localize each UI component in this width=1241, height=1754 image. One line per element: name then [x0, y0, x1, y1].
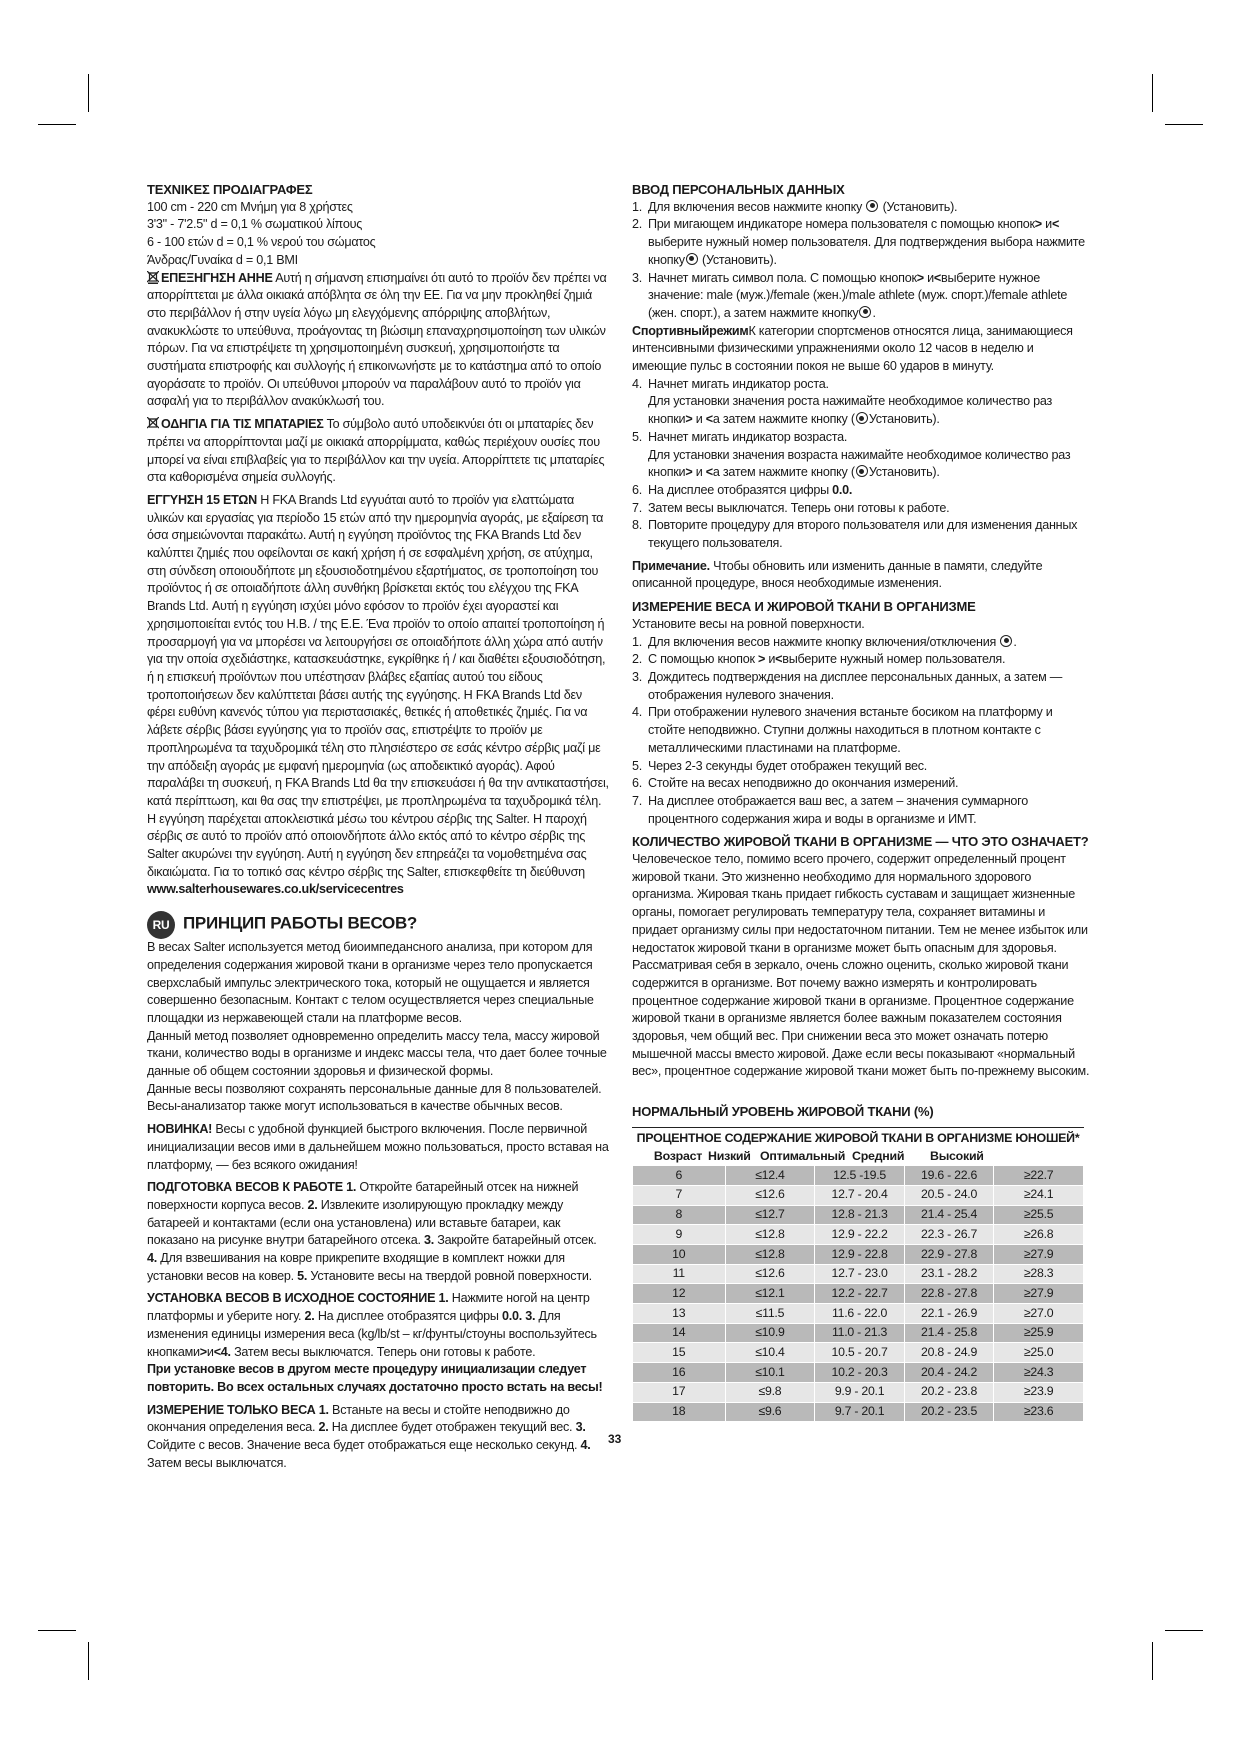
step-number: 4.: [632, 705, 643, 720]
table-cell: 15: [633, 1343, 726, 1363]
step-text: и: [695, 465, 703, 480]
fat-table: [632, 1165, 1084, 1422]
table-cell: ≤12.7: [725, 1205, 815, 1225]
table-cell: ≤12.1: [725, 1284, 815, 1304]
step-text: Для установки значения роста нажимайте необходимое количество раз кнопки: [648, 394, 1053, 427]
crop-mark: [1165, 1630, 1203, 1631]
crop-mark: [1165, 124, 1203, 125]
step-text: и: [695, 412, 703, 427]
personal-data-title: ВВОД ПЕРСОНАЛЬНЫХ ДАННЫХ: [632, 182, 845, 197]
step-number: 1.: [318, 1402, 329, 1417]
table-cell: ≤10.9: [725, 1323, 815, 1343]
ru-intro: В весах Salter используется метод биоимпедансного анализа, при котором для определения содержания жировой ткани в организме через тело пропускается сверхслабый импульс электрического тока, который не ощущается и является совершенно безопасным. Контакт с телом осуществляется через специальные площадки из нержавеющей стали на платформе весов.: [147, 940, 594, 1025]
step-text: Установить).: [868, 465, 940, 480]
zero-display: 0.0.: [832, 482, 853, 497]
table-cell: 21.4 - 25.4: [904, 1205, 993, 1225]
fat-title: КОЛИЧЕСТВО ЖИРОВОЙ ТКАНИ В ОРГАНИЗМЕ — ЧТО ЭТО ОЗНАЧАЕТ?: [632, 834, 1089, 850]
step-text: Для изменения единицы измерения веса (kg/lb/st – кг/фунты/стоуны воспользуйтесь кнопками: [147, 1309, 597, 1359]
step-number: 4.: [220, 1344, 231, 1359]
step-number: 4.: [580, 1438, 591, 1453]
fat-text: Человеческое тело, помимо всего прочего, содержит определенный процент жировой ткани. Это жизненно необходимо для нормального здорового организма. Жировая ткань придает гибкость суставам и защищает жизненные органы, помогает регулировать температуру тела, сохраняет витамины и придает организму силы при недостаточном питании. Тем не менее избыток или недостаток жировой ткани в организме может быть опасным для здоровья. Рассматривая себя в зеркало, очень сложно оценить, сколько жировой ткани содержится в организме. Вот почему важно измерять и контролировать процентное содержание жировой ткани в организме. Процентное содержание жировой ткани в организме является более важным показателем состояния здоровья, чем общий вес. При снижении веса это может означать потерю мышечной массы вместо жировой. Даже если весы показывают «нормальный вес», процентное содержание жировой ткани может быть по-прежнему высоким.: [632, 852, 1090, 1079]
table-cell: ≥24.1: [994, 1185, 1084, 1205]
left-arrow-icon: <: [775, 652, 783, 667]
step-text: С помощью кнопок: [648, 652, 755, 667]
table-cell: 9: [633, 1225, 726, 1245]
step-text: и: [206, 1344, 214, 1359]
step-text: Для установки значения возраста нажимайте необходимое количество раз кнопки: [648, 447, 1071, 480]
table-cell: 9.9 - 20.1: [815, 1382, 905, 1402]
table-cell: 7: [633, 1185, 726, 1205]
power-button-icon: [1000, 635, 1012, 647]
table-cell: ≤11.5: [725, 1304, 815, 1324]
step-number: 1.: [632, 199, 643, 214]
step-text: Дождитесь подтверждения на дисплее персональных данных, а затем — отображения нулевого значения.: [648, 669, 1063, 702]
table-cell: ≥28.3: [994, 1264, 1084, 1284]
step-text: Затем весы выключатся.: [147, 1455, 287, 1470]
step-number: 3.: [632, 270, 643, 285]
step-number: 5.: [632, 758, 643, 773]
table-cell: 23.1 - 28.2: [904, 1264, 993, 1284]
set-button-icon: [856, 412, 868, 424]
table-cell: 14: [633, 1323, 726, 1343]
list-item: [632, 793, 1090, 828]
table-cell: 13: [633, 1304, 726, 1324]
new-title: НОВИНКА!: [147, 1122, 213, 1137]
step-number: 7.: [632, 793, 643, 808]
warranty-title: ΕΓΓΥΗΣΗ 15 ΕΤΩΝ: [147, 492, 257, 507]
step-text: При отображении нулевого значения встаньте босиком на платформу и стойте неподвижно. Ступни должны находиться в плотном контакте с металлическими пластинами на платформе.: [648, 705, 1053, 755]
step-text: На дисплее отобразятся цифры: [317, 1309, 499, 1324]
step-text: На дисплее отображается ваш вес, а затем – значения суммарного процентного содержания жира и воды в организме и ИМТ.: [648, 793, 1028, 826]
right-arrow-icon: >: [685, 412, 693, 427]
step-text: а затем нажмите кнопку: [712, 412, 848, 427]
table-cell: ≥26.8: [994, 1225, 1084, 1245]
list-item: [632, 216, 1090, 269]
height-instruction: Для установки значения роста нажимайте необходимое количество раз кнопки> и <а затем нажмите кнопку ( Установить).: [648, 394, 1053, 427]
step-text: Начнет мигать символ пола. С помощью кнопок: [648, 270, 917, 285]
ru-title: ПРИНЦИП РАБОТЫ ВЕСОВ?: [183, 913, 417, 933]
table-row: [633, 1363, 1084, 1383]
crop-mark: [38, 1630, 76, 1631]
table-cell: 17: [633, 1382, 726, 1402]
step-number: 5.: [297, 1268, 308, 1283]
step-number: 3.: [632, 669, 643, 684]
warranty-paragraph: [147, 492, 609, 899]
step-text: Для включения весов нажмите кнопку включения/отключения: [648, 634, 997, 649]
spec-title: ΤΕΧΝΙΚΕΣ ΠΡΟΔΙΑΓΡΑΦΕΣ: [147, 182, 313, 197]
step-number: 1.: [632, 634, 643, 649]
list-item: [632, 199, 1090, 217]
list-item: [632, 758, 1090, 776]
ru-paragraph: Весы-анализатор также могут использоваться в качестве обычных весов.: [147, 1099, 563, 1114]
table-cell: 11.6 - 22.0: [815, 1304, 905, 1324]
table-cell: 12.9 - 22.2: [815, 1225, 905, 1245]
set-button-icon: [686, 253, 698, 265]
note-paragraph: [632, 558, 1090, 593]
list-item: [632, 429, 1090, 447]
list-item: [632, 482, 1090, 500]
personal-steps-cont: [632, 429, 1090, 447]
measure-title: ИЗМЕРЕНИЕ ВЕСА И ЖИРОВОЙ ТКАНИ В ОРГАНИЗМЕ: [632, 599, 976, 615]
table-cell: 22.3 - 26.7: [904, 1225, 993, 1245]
step-number: 4.: [632, 376, 643, 391]
col-header: Оптимальный: [760, 1148, 846, 1163]
prep-paragraph: [147, 1179, 609, 1285]
spec-line: 3'3" - 7'2.5" d = 0,1 % σωματικού λίπους: [147, 217, 363, 232]
table-cell: 21.4 - 25.8: [904, 1323, 993, 1343]
weight-only-title: ИЗМЕРЕНИЕ ТОЛЬКО ВЕСА: [147, 1402, 316, 1417]
step-text: выберите нужный номер пользователя.: [782, 652, 1006, 667]
step-text: Для взвешивания на ковре прикрепите входящие в комплект ножки для установки весов на ковер.: [147, 1251, 565, 1283]
spec-line: 100 cm - 220 cm Μνήμη για 8 χρήστες: [147, 199, 353, 214]
battery-title: ΟΔΗΓΙΑ ΓΙΑ ΤΙΣ ΜΠΑΤΑΡΙΕΣ: [161, 417, 324, 432]
step-text: Затем весы выключатся. Теперь они готовы к работе.: [648, 500, 950, 515]
table-cell: ≥23.9: [994, 1382, 1084, 1402]
table-cell: ≤9.6: [725, 1402, 815, 1422]
table-cell: ≤12.6: [725, 1185, 815, 1205]
step-text: и: [1045, 217, 1052, 232]
age-instruction: Для установки значения возраста нажимайте необходимое количество раз кнопки> и <а затем нажмите кнопку ( Установить).: [648, 447, 1071, 480]
step-number: 3.: [423, 1233, 434, 1248]
note-text: Чтобы обновить или изменить данные в памяти, следуйте описанной процедуре, внося необходимые изменения.: [632, 558, 1043, 591]
list-item: 1. Для включения весов нажмите кнопку включения/отключения .: [632, 634, 1090, 652]
crop-mark: [88, 1642, 89, 1680]
right-arrow-icon: >: [758, 652, 766, 667]
table-cell: 12.5 -19.5: [815, 1166, 905, 1186]
prep-title: ПОДГОТОВКА ВЕСОВ К РАБОТЕ: [147, 1180, 343, 1195]
col-header: Возраст: [653, 1148, 703, 1163]
right-arrow-icon: >: [916, 270, 924, 285]
list-item: [632, 500, 1090, 518]
page-number: 33: [608, 1432, 622, 1446]
step-number: 2.: [304, 1309, 315, 1324]
step-text: Повторите процедуру для второго пользователя или для изменения данных текущего пользователя.: [648, 518, 1078, 551]
list-item: [632, 775, 1090, 793]
table-cell: ≤10.4: [725, 1343, 815, 1363]
table-cell: 12.8 - 21.3: [815, 1205, 905, 1225]
table-cell: 12.9 - 22.8: [815, 1245, 905, 1265]
norm-title: НОРМАЛЬНЫЙ УРОВЕНЬ ЖИРОВОЙ ТКАНИ (%): [632, 1104, 934, 1120]
right-arrow-icon: >: [685, 465, 693, 480]
table-cell: ≥27.0: [994, 1304, 1084, 1324]
left-arrow-icon: <: [933, 270, 942, 285]
table-cell: 20.2 - 23.5: [904, 1402, 993, 1422]
left-arrow-icon: <: [213, 1344, 221, 1359]
disposal-title: ΕΠΕΞΗΓΗΣΗ ΑΗΗΕ: [161, 270, 273, 285]
col-header: Низкий: [708, 1148, 751, 1163]
step-text: Через 2-3 секунды будет отображен текущий вес.: [648, 758, 928, 773]
table-cell: 10: [633, 1245, 726, 1265]
table-cell: ≤12.4: [725, 1166, 815, 1186]
crossed-bin-icon: [147, 271, 158, 283]
reset-bold-note: При установке весов в другом месте процедуру инициализации следует повторить. Во всех остальных случаях достаточно просто встать на весы!: [147, 1362, 603, 1394]
table-cell: 18: [633, 1402, 726, 1422]
battery-paragraph: [147, 416, 609, 487]
table-row: [633, 1185, 1084, 1205]
step-text: и: [768, 652, 776, 667]
disposal-paragraph: [147, 270, 609, 412]
table-cell: 11.0 - 21.3: [815, 1323, 905, 1343]
step-text: Установить).: [868, 412, 940, 427]
ru-heading: [147, 911, 609, 939]
step-number: 6.: [632, 482, 643, 497]
ru-paragraph: Данные весы позволяют сохранять персональные данные для 8 пользователей.: [147, 1081, 602, 1096]
left-column: [147, 181, 609, 1473]
table-row: [633, 1323, 1084, 1343]
table-cell: ≥27.9: [994, 1245, 1084, 1265]
left-arrow-icon: <: [1051, 217, 1060, 232]
step-text: (Установить).: [882, 199, 958, 214]
table-cell: 11: [633, 1264, 726, 1284]
set-button-icon: [856, 465, 868, 477]
step-text: Для включения весов нажмите кнопку: [648, 199, 863, 214]
warranty-url[interactable]: www.salterhousewares.co.uk/servicecentres: [147, 882, 404, 897]
step-number: 1.: [346, 1180, 357, 1195]
table-row: [633, 1284, 1084, 1304]
table-cell: ≤12.8: [725, 1245, 815, 1265]
table-cell: ≥22.7: [994, 1166, 1084, 1186]
sport-title: Спортивныйрежим: [632, 323, 749, 338]
table-row: [633, 1304, 1084, 1324]
table-cell: ≥25.5: [994, 1205, 1084, 1225]
left-arrow-icon: <: [705, 412, 713, 427]
step-number: 2.: [318, 1420, 329, 1435]
personal-steps: [632, 199, 1090, 323]
sport-text: К категории спортсменов относятся лица, занимающиеся интенсивными физическими упражнениями около 12 часов в неделю и имеющие пульс в состоянии покоя не выше 60 ударов в минуту.: [632, 323, 1073, 374]
table-row: [633, 1166, 1084, 1186]
zero-display: 0.0.: [501, 1309, 522, 1324]
table-cell: 20.8 - 24.9: [904, 1343, 993, 1363]
table-cell: ≥27.9: [994, 1284, 1084, 1304]
step-text: выберите нужный номер пользователя. Для подтверждения выбора нажмите кнопку: [648, 235, 1085, 267]
reset-title: УСТАНОВКА ВЕСОВ В ИСХОДНОЕ СОСТОЯНИЕ: [147, 1291, 436, 1306]
step-number: 8.: [632, 518, 643, 533]
crop-mark: [1152, 1642, 1153, 1680]
table-cell: 12.2 - 22.7: [815, 1284, 905, 1304]
sport-paragraph: [632, 323, 1090, 376]
step-text: Затем весы выключатся. Теперь они готовы к работе.: [234, 1344, 536, 1359]
table-row: [633, 1343, 1084, 1363]
right-arrow-icon: >: [199, 1344, 207, 1359]
table-cell: 10.5 - 20.7: [815, 1343, 905, 1363]
step-text: При мигающем индикаторе номера пользователя с помощью кнопок: [648, 217, 1035, 232]
table-cell: 22.8 - 27.8: [904, 1284, 993, 1304]
list-item: [632, 651, 1090, 669]
table-cell: ≤12.8: [725, 1225, 815, 1245]
crop-mark: [1152, 74, 1153, 112]
step-text: Закройте батарейный отсек.: [437, 1233, 597, 1248]
table-row: [633, 1264, 1084, 1284]
step-text: Начнет мигать индикатор возраста.: [648, 429, 848, 444]
personal-steps-cont: [632, 482, 1090, 553]
spec-line: 6 - 100 ετών d = 0,1 % νερού του σώματος: [147, 235, 376, 250]
spec-line: Άνδρας/Γυναίκα d = 0,1 BMI: [147, 252, 298, 267]
step-number: 2.: [632, 652, 643, 667]
personal-steps-cont: [632, 376, 1090, 394]
left-arrow-icon: <: [705, 465, 713, 480]
new-paragraph: [147, 1121, 609, 1174]
table-cell: ≥23.6: [994, 1402, 1084, 1422]
table-cell: 20.2 - 23.8: [904, 1382, 993, 1402]
step-text: Встаньте на весы и стойте неподвижно до окончания определения веса.: [147, 1402, 570, 1435]
list-item: [632, 704, 1090, 757]
step-text: Начнет мигать индикатор роста.: [648, 376, 829, 391]
measure-steps: [632, 634, 1090, 829]
table-row: [633, 1205, 1084, 1225]
step-text: Извлеките изолирующую прокладку между батареей и контактами (если она установлена) или вставьте батареи, как показано на рисунке внутри батарейного отсека.: [147, 1197, 564, 1248]
step-text: и: [927, 270, 934, 285]
new-text: Весы с удобной функцией быстрого включения. После первичной инициализации весов ими в дальнейшем можно пользоваться, просто вставая на платформу, — без всякого ожидания!: [147, 1122, 609, 1172]
table-header: [632, 1148, 1084, 1166]
ru-paragraph: Данный метод позволяет одновременно определить массу тела, массу жировой ткани, количество воды в организме и индекс массы тела, что дает более точные данные об общем состоянии здоровья и физической формы.: [147, 1028, 607, 1079]
fat-table-wrap: [632, 1127, 1084, 1422]
set-button-icon: [866, 200, 878, 212]
step-number: 7.: [632, 500, 643, 515]
table-cell: 6: [633, 1166, 726, 1186]
table-cell: 22.1 - 26.9: [904, 1304, 993, 1324]
table-cell: 12: [633, 1284, 726, 1304]
table-cell: ≤12.6: [725, 1264, 815, 1284]
step-number: 3.: [525, 1309, 536, 1324]
right-arrow-icon: >: [1034, 217, 1042, 232]
set-button-icon: [859, 306, 871, 318]
measure-intro: Установите весы на ровной поверхности.: [632, 616, 865, 631]
step-number: 1.: [438, 1291, 449, 1306]
step-text: выберите нужное значение: male (муж.)/female (жен.)/male athlete (муж. спорт.)/female athlete (жен. спорт.), а затем нажмите кнопку: [648, 270, 1068, 320]
reset-paragraph: [147, 1290, 609, 1361]
table-cell: 8: [633, 1205, 726, 1225]
disposal-text: Αυτή η σήμανση επισημαίνει ότι αυτό το προϊόν δεν πρέπει να απορρίπτεται με άλλα οικιακά απόβλητα σε όλη την ΕΕ. Για να μην προκληθεί ζημιά στο περιβάλλον ή στην υγεία λόγω μη ελεγχόμενης απόρριψης αποβλήτων, ανακυκλώστε το υπεύθυνα, προάγοντας τη βιώσιμη επαναχρησιμοποίηση των υλικών πόρων. Για να επιστρέψετε τη χρησιμοποιημένη συσκευή, χρησιμοποιήστε τα συστήματα επιστροφής και συλλογής ή επικοινωνήστε με το κατάστημα από το οποίο αγοράσατε το προϊόν. Οι υπεύθυνοι μπορούν να παραλάβουν αυτό το προϊόν για ασφαλή για το περιβάλλον ανακύκλωσή του.: [147, 270, 607, 409]
step-text: На дисплее отобразятся цифры: [648, 482, 829, 497]
table-cell: 9.7 - 20.1: [815, 1402, 905, 1422]
step-text: (Установить).: [702, 252, 777, 267]
table-title: ПРОЦЕНТНОЕ СОДЕРЖАНИЕ ЖИРОВОЙ ТКАНИ В ОРГАНИЗМЕ ЮНОШЕЙ*: [632, 1127, 1084, 1148]
step-text: Установите весы на твердой ровной поверхности.: [310, 1268, 592, 1283]
list-item: [632, 376, 1090, 394]
table-cell: ≥24.3: [994, 1363, 1084, 1383]
step-text: На дисплее будет отображен текущий вес.: [331, 1420, 573, 1435]
step-text: Нажмите ногой на центр платформы и уберите ногу.: [147, 1291, 590, 1324]
crossed-bin-icon: [147, 417, 158, 429]
table-row: [633, 1382, 1084, 1402]
col-header: Средний: [852, 1148, 905, 1163]
warranty-text: Η FKA Brands Ltd εγγυάται αυτό το προϊόν για ελαττώματα υλικών και εργασίας για περίοδο 15 ετών από την ημερομηνία αγοράς, με εξαίρεση τα όσα σημειώνονται παρακάτω. Αυτή η εγγύηση προϊόντος της FKA Brands Ltd δεν καλύπτει ζημιές που οφείλονται σε κακή χρήση ή σε εσφαλμένη χρήση, σε ατύχημα, στη σύνδεση οποιουδήποτε μη εξουσιοδοτημένου εξαρτήματος, σε τροποποίηση του προϊόντος ή σε οποιαδήποτε άλλη συνθήκη βρίσκεται εκτός του ελέγχου της FKA Brands Ltd. Αυτή η εγγύηση ισχύει μόνο εφόσον το προϊόν έχει αγοραστεί και χρησιμοποιείται εντός του Η.Β. / της Ε.Ε. Ένα προϊόν το οποίο απαιτεί τροποποίηση ή προσαρμογή για να μπορέσει να λειτουργήσει σε οποιαδήποτε άλλη χώρα από αυτήν για την οποία σχεδιάστηκε, κατασκευάστηκε, εγκρίθηκε ή / και διαθέτει εξουσιοδότηση, ή η επισκευή προϊόντων που υπέστησαν βλάβες εξαιτίας αυτού του είδους τροποποιήσεων δεν καλύπτεται βάσει αυτής της εγγύησης. Η FKA Brands Ltd δεν φέρει ευθύνη κανενός τύπου για περιστασιακές, θετικές ή αποθετικές ζημιές. Για να λάβετε σέρβις βάσει εγγύησης για το προϊόν σας, επιστρέψτε το προϊόν με προπληρωμένα τα ταχυδρομικά τέλη στο πλησιέστερο σε εσάς κέντρο σέρβις μαζί με την απόδειξη αγοράς με εμφανή ημερομηνία (ως αποδεικτικό αγοράς). Αφού παραλάβει τη συσκευή, η FKA Brands Ltd θα την επισκευάσει ή θα την αντικαταστήσει, κατά περίπτωση, και θα σας την επιστρέψει, με προπληρωμένα τα ταχυδρομικά τέλη. Η εγγύηση παρέχεται αποκλειστικά μέσω του κέντρου σέρβις της Salter. Η παροχή σέρβις σε αυτό το προϊόν από οποιονδήποτε άλλο εκτός από το κέντρο σέρβις της Salter ακυρώνει την εγγύηση. Αυτή η εγγύηση δεν επηρεάζει τα νομοθετημένα σας δικαιώματα. Για το τοπικό σας κέντρο σέρβις της Salter, επισκεφθείτε τη διεύθυνση: [147, 492, 609, 879]
crop-mark: [88, 74, 89, 112]
step-text: Откройте батарейный отсек на нижней поверхности корпуса весов.: [147, 1180, 579, 1212]
table-row: [633, 1402, 1084, 1422]
step-number: 3.: [575, 1420, 586, 1435]
list-item: [632, 517, 1090, 552]
list-item: [632, 669, 1090, 704]
step-number: 2.: [632, 217, 643, 232]
table-cell: 12.7 - 23.0: [815, 1264, 905, 1284]
col-header: Высокий: [930, 1148, 984, 1163]
table-cell: 19.6 - 22.6: [904, 1166, 993, 1186]
step-text: Стойте на весах неподвижно до окончания измерений.: [648, 776, 959, 791]
table-cell: ≤9.8: [725, 1382, 815, 1402]
step-number: 6.: [632, 776, 643, 791]
step-text: а затем нажмите кнопку: [712, 465, 848, 480]
table-cell: ≤10.1: [725, 1363, 815, 1383]
table-cell: 10.2 - 20.3: [815, 1363, 905, 1383]
table-row: [633, 1225, 1084, 1245]
table-cell: 20.4 - 24.2: [904, 1363, 993, 1383]
table-cell: 12.7 - 20.4: [815, 1185, 905, 1205]
note-title: Примечание.: [632, 558, 710, 573]
ru-badge: RU: [147, 911, 175, 939]
table-cell: ≥25.0: [994, 1343, 1084, 1363]
table-cell: ≥25.9: [994, 1323, 1084, 1343]
weight-only-paragraph: [147, 1402, 609, 1473]
step-text: Сойдите с весов. Значение веса будет отображаться еще несколько секунд.: [147, 1438, 578, 1453]
crop-mark: [38, 124, 76, 125]
right-column: [632, 181, 1090, 1422]
table-cell: 16: [633, 1363, 726, 1383]
step-number: 4.: [147, 1251, 158, 1266]
step-number: 5.: [632, 429, 643, 444]
table-cell: 20.5 - 24.0: [904, 1185, 993, 1205]
table-row: [633, 1245, 1084, 1265]
table-cell: 22.9 - 27.8: [904, 1245, 993, 1265]
step-number: 2.: [307, 1197, 318, 1212]
list-item: 3. Начнет мигать символ пола. С помощью кнопок> и<выберите нужное значение: male (муж.)/female (жен.)/male athlete (муж. спорт.)/female athlete (жен. спорт.), а затем нажмите кнопку .: [632, 270, 1068, 320]
battery-text: Το σύμβολο αυτό υποδεικνύει ότι οι μπαταρίες δεν πρέπει να απορρίπτονται μαζί με οικιακά απορρίμματα, καθώς περιέχουν ουσίες που μπορεί να είναι επιβλαβείς για το περιβάλλον και την υγεία. Απορρίπτετε τις μπαταρίες στα καθορισμένα σημεία συλλογής.: [147, 417, 605, 485]
